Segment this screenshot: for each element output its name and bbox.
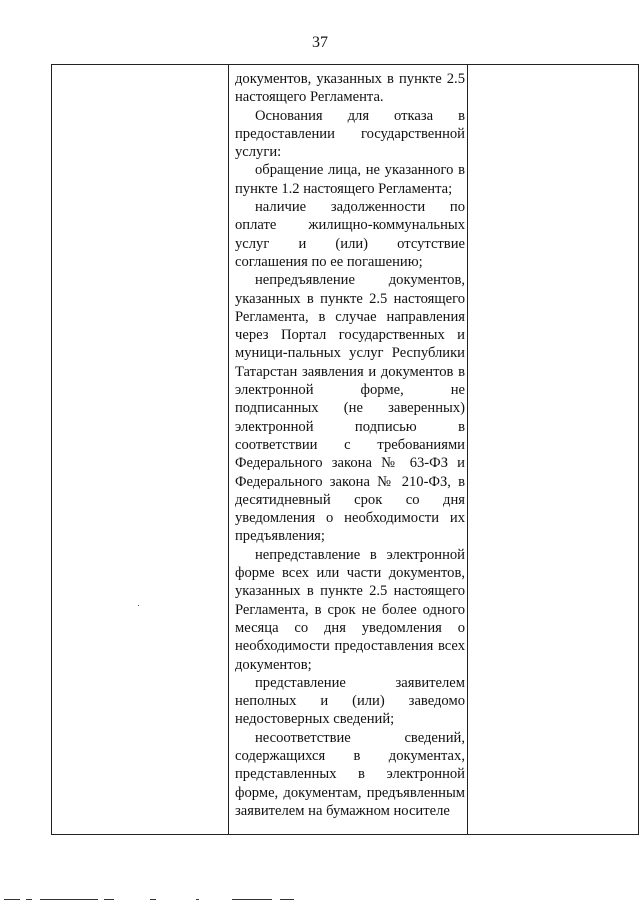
regulation-table [51,64,639,835]
table-cell-middle [235,70,465,820]
table-cell-left [52,65,228,834]
paragraph: представление заявителем неполных и (или) заведомо недостоверных сведений; [235,674,465,728]
scan-speck [138,605,139,606]
paragraph: непредъявление документов, указанных в пункте 2.5 настоящего Регламента, в случае направления через Портал государственных и муници-пальных услуг Республики Татарстан заявления и документов в электронной форме, не подписанных (не заверенных) электронной подписью в соответствии с требованиями Федерального закона № 63-ФЗ и Федерального закона № 210-ФЗ, в десятидневный срок со дня уведомления о необходимости их предъявления; [235,272,465,545]
paragraph: несоответствие сведений, содержащихся в документах, представленных в электронной форме, документам, предъявленным заявителем на бумажном носителе [235,729,465,819]
scan-artifact [0,896,640,904]
paragraph: Основания для отказа в предоставлении государственной услуги: [235,107,465,161]
column-divider [228,65,229,834]
page-number: 37 [312,34,328,51]
paragraph: обращение лица, не указанного в пункте 1.2 настоящего Регламента; [235,162,465,197]
paragraph: документов, указанных в пункте 2.5 настоящего Регламента. [235,71,465,106]
paragraph: наличие задолженности по оплате жилищно-коммунальных услуг и (или) отсутствие соглашения по ее погашению; [235,199,465,270]
paragraph: непредставление в электронной форме всех или части документов, указанных в пункте 2.5 настоящего Регламента, в срок не более одного месяца со дня уведомления о необходимости предоставления всех документов; [235,546,465,673]
table-cell-right [468,65,638,834]
